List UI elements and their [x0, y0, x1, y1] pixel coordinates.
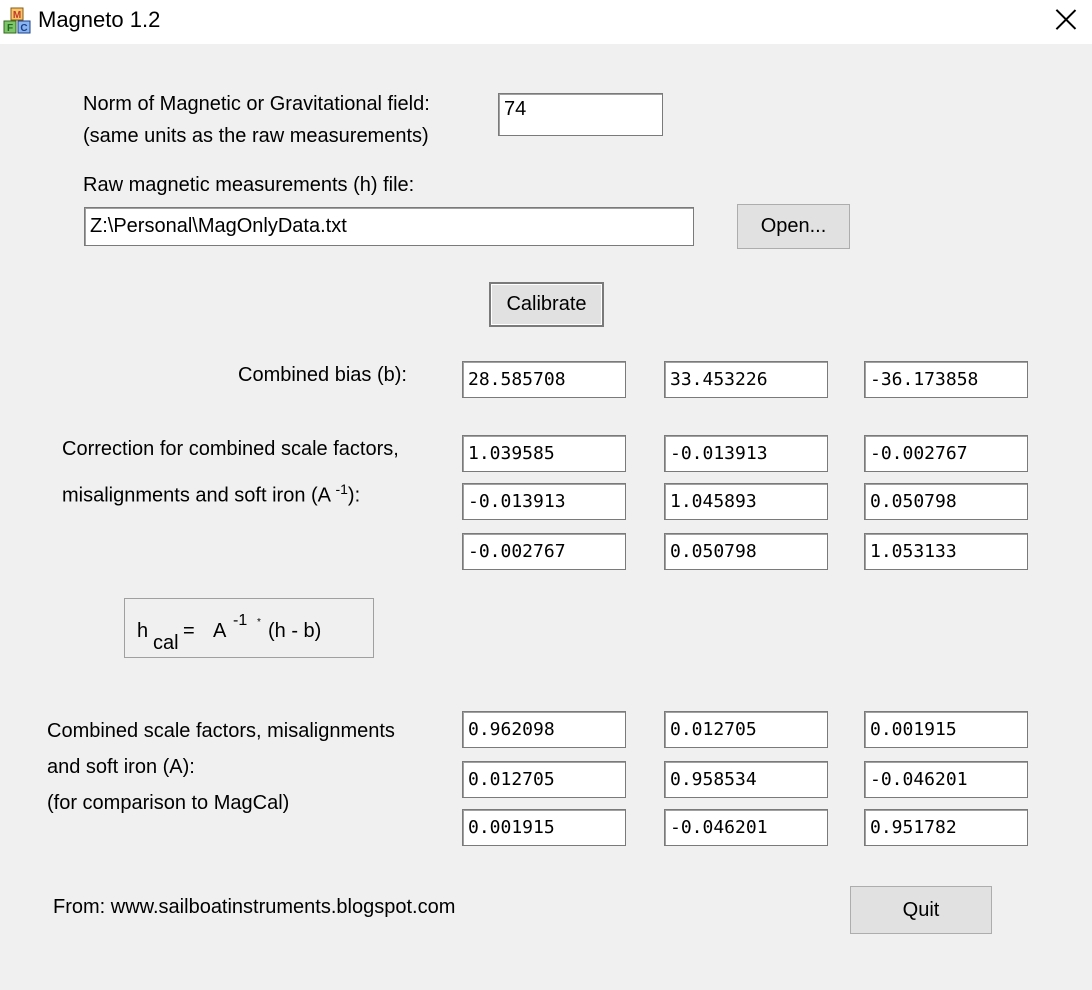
correction-label-line1: Correction for combined scale factors,: [62, 438, 399, 460]
scale-cell-1-2[interactable]: [864, 761, 1028, 798]
mfc-app-icon: [3, 7, 31, 35]
correction-cell-2-2[interactable]: [864, 533, 1028, 570]
file-path-input[interactable]: [84, 207, 694, 246]
icon-letter-f: F: [6, 23, 14, 34]
norm-label-line2: (same units as the raw measurements): [83, 125, 429, 147]
bias-z-field[interactable]: [864, 361, 1028, 398]
icon-letter-m: M: [12, 10, 22, 21]
bias-x-field[interactable]: [462, 361, 626, 398]
correction-cell-1-0[interactable]: [462, 483, 626, 520]
correction-cell-1-1[interactable]: [664, 483, 828, 520]
correction-cell-0-1[interactable]: [664, 435, 828, 472]
formula-box: [124, 598, 374, 658]
calibrate-button[interactable]: Calibrate: [489, 282, 604, 327]
scale-cell-2-2[interactable]: [864, 809, 1028, 846]
icon-letter-c: C: [20, 23, 28, 34]
scale-label-line1: Combined scale factors, misalignments: [47, 720, 395, 742]
formula-cal-subscript: cal: [153, 632, 179, 654]
formula-superscript: -1: [233, 612, 248, 629]
correction-cell-2-0[interactable]: [462, 533, 626, 570]
correction-cell-0-0[interactable]: [462, 435, 626, 472]
formula-multiply: *: [257, 617, 261, 628]
formula-equals: =: [183, 620, 195, 642]
correction-cell-2-1[interactable]: [664, 533, 828, 570]
correction-cell-1-2[interactable]: [864, 483, 1028, 520]
correction-label-superscript: -1: [335, 481, 348, 497]
scale-label-line2: and soft iron (A):: [47, 756, 195, 778]
formula-h: h: [137, 620, 149, 642]
file-label: Raw magnetic measurements (h) file:: [83, 174, 415, 196]
quit-button[interactable]: Quit: [850, 886, 992, 934]
title-bar: [0, 0, 1092, 44]
scale-cell-0-1[interactable]: [664, 711, 828, 748]
scale-label-line3: (for comparison to MagCal): [47, 792, 290, 814]
scale-cell-2-1[interactable]: [664, 809, 828, 846]
norm-input[interactable]: [498, 93, 663, 136]
from-text: From: www.sailboatinstruments.blogspot.com: [53, 896, 456, 918]
formula-rest: (h - b): [268, 620, 322, 642]
bias-y-field[interactable]: [664, 361, 828, 398]
scale-cell-1-1[interactable]: [664, 761, 828, 798]
correction-cell-0-2[interactable]: [864, 435, 1028, 472]
scale-cell-2-0[interactable]: [462, 809, 626, 846]
scale-cell-0-0[interactable]: [462, 711, 626, 748]
window-title: Magneto 1.2: [38, 7, 161, 32]
norm-label-line1: Norm of Magnetic or Gravitational field:: [83, 93, 430, 115]
formula-a: A: [213, 620, 227, 642]
scale-cell-0-2[interactable]: [864, 711, 1028, 748]
bias-label: Combined bias (b):: [238, 364, 407, 386]
correction-label-line2: misalignments and soft iron (A $^{-1}$):: [62, 481, 361, 507]
scale-cell-1-0[interactable]: [462, 761, 626, 798]
close-icon[interactable]: [1040, 0, 1092, 40]
open-button[interactable]: Open...: [737, 204, 850, 249]
